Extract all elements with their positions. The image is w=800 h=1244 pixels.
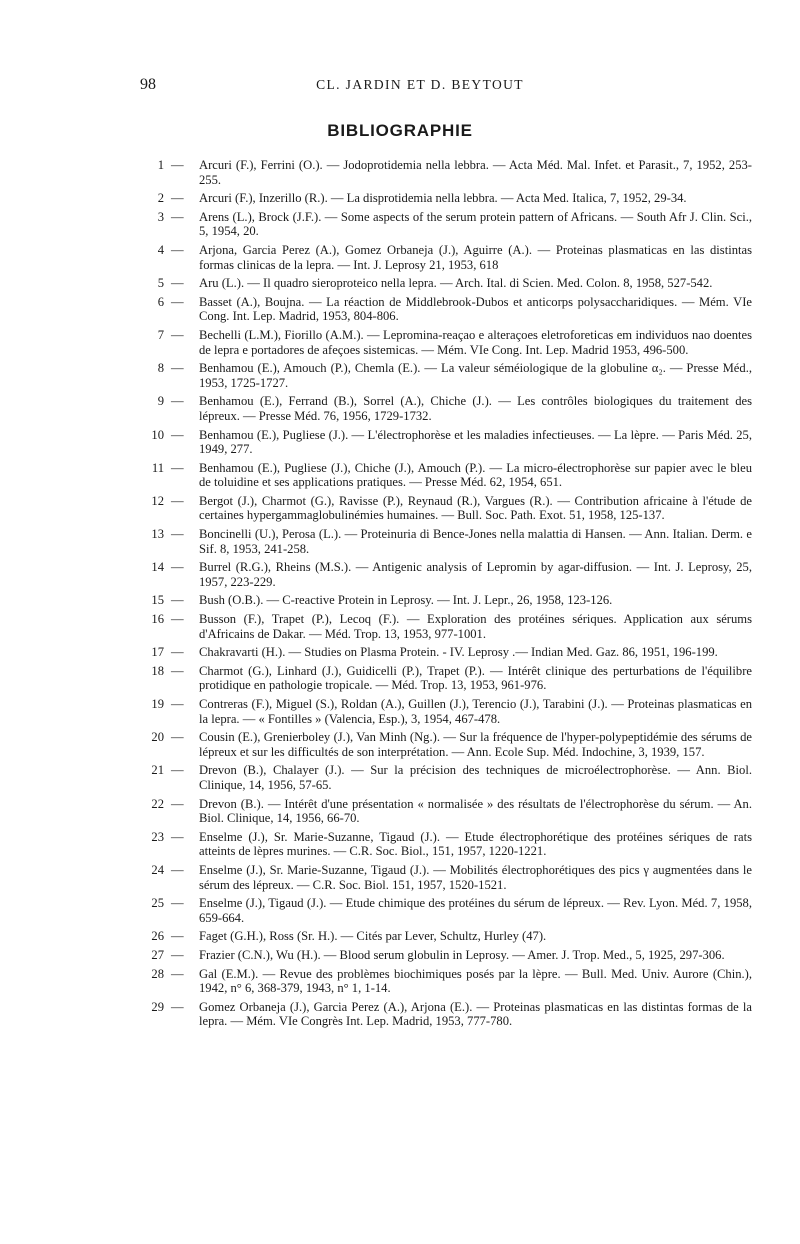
- reference-text: Drevon (B.). — Intérêt d'une présentation « normalisée » des résultats de l'électrophorèse du sérum. — An. Biol. Clinique, 14, 1956, 66-70.: [199, 796, 752, 826]
- reference-dash: —: [171, 829, 184, 844]
- reference-number: 26: [151, 929, 164, 944]
- reference-dash: —: [171, 999, 184, 1014]
- reference-number: 20: [151, 730, 164, 745]
- reference-text: Arens (L.), Brock (J.F.). — Some aspects of the serum protein pattern of Africans. — South Afr J. Clin. Sci., 5, 1954, 20.: [199, 209, 752, 239]
- reference-item: [142, 295, 752, 324]
- reference-item: [142, 158, 752, 187]
- reference-text: Enselme (J.), Sr. Marie-Suzanne, Tigaud (J.). — Mobilités électrophorétiques des pics γ augmentées dans le sérum des lépreux. — C.R. Soc. Biol. 151, 1957, 1520-1521.: [199, 862, 752, 892]
- reference-item: [142, 730, 752, 759]
- reference-item: [142, 697, 752, 726]
- reference-number: 7: [157, 327, 164, 342]
- reference-dash: —: [171, 663, 184, 678]
- reference-dash: —: [171, 493, 184, 508]
- reference-number: 29: [151, 999, 164, 1014]
- reference-number: 16: [151, 612, 164, 627]
- reference-text: Bechelli (L.M.), Fiorillo (A.M.). — Lepromina-reaçao e alteraçoes eletroforeticas em individuos nao doentes de lepra e portadores de afeçoes sistemicas. — Mém. VIe Cong. Int. Lep. Madrid 1953, 496-500.: [199, 327, 752, 357]
- reference-item: [142, 428, 752, 457]
- reference-dash: —: [171, 527, 184, 542]
- reference-item: [142, 243, 752, 272]
- reference-text: Gomez Orbaneja (J.), Garcia Perez (A.), Arjona (E.). — Proteinas plasmaticas en las distintas formas de la lepra. — Mém. VIe Congrès Int. Lep. Madrid, 1953, 777-780.: [199, 999, 752, 1029]
- reference-text: Chakravarti (H.). — Studies on Plasma Protein. - IV. Leprosy .— Indian Med. Gaz. 86, 1951, 196-199.: [199, 645, 718, 660]
- reference-number: 23: [151, 829, 164, 844]
- reference-text: Aru (L.). — Il quadro sieroproteico nella lepra. — Arch. Ital. di Scien. Med. Colon. 8, 1958, 527-542.: [199, 276, 713, 291]
- reference-dash: —: [171, 896, 184, 911]
- reference-text: Benhamou (E.), Pugliese (J.), Chiche (J.), Amouch (P.). — La micro-électrophorèse sur papier avec le bleu de toluidine et ses applications pratiques. — Presse Méd. 62, 1954, 651.: [199, 460, 752, 490]
- reference-dash: —: [171, 242, 184, 257]
- reference-number: 27: [151, 947, 164, 962]
- reference-item: [142, 896, 752, 925]
- reference-dash: —: [171, 560, 184, 575]
- reference-number: 6: [157, 294, 164, 309]
- reference-dash: —: [171, 862, 184, 877]
- reference-dash: —: [171, 294, 184, 309]
- reference-number: 18: [151, 663, 164, 678]
- reference-dash: —: [171, 645, 184, 660]
- reference-item: [142, 612, 752, 641]
- reference-item: [142, 361, 752, 390]
- reference-item: [142, 560, 752, 589]
- reference-item: [142, 929, 752, 944]
- reference-item: [142, 276, 752, 291]
- reference-text: Bush (O.B.). — C-reactive Protein in Leprosy. — Int. J. Lepr., 26, 1958, 123-126.: [199, 593, 613, 608]
- reference-text: Burrel (R.G.), Rheins (M.S.). — Antigenic analysis of Lepromin by agar-diffusion. — Int. J. Leprosy, 25, 1957, 223-229.: [199, 560, 752, 589]
- reference-number: 19: [151, 697, 164, 711]
- reference-item: [142, 967, 752, 996]
- reference-number: 13: [151, 527, 164, 542]
- reference-number: 3: [157, 209, 164, 224]
- reference-text: Arjona, Garcia Perez (A.), Gomez Orbaneja (J.), Aguirre (A.). — Proteinas plasmaticas en las distintas formas clinicas de la lepra. — Int. J. Leprosy 21, 1953, 618: [199, 242, 752, 272]
- reference-number: 2: [157, 191, 164, 206]
- reference-text: Arcuri (F.), Ferrini (O.). — Jodoprotidemia nella lebbra. — Acta Méd. Mal. Infet. et Parasit., 7, 1952, 253-255.: [199, 158, 752, 187]
- reference-item: [142, 863, 752, 892]
- reference-text: Charmot (G.), Linhard (J.), Guidicelli (P.), Trapet (P.). — Intérêt clinique des perturbations de l'équilibre protidique en pathologie tropicale. — Méd. Trop. 13, 1953, 961-976.: [199, 663, 752, 693]
- reference-dash: —: [171, 929, 184, 944]
- reference-dash: —: [171, 361, 184, 376]
- reference-item: [142, 763, 752, 792]
- reference-dash: —: [171, 276, 184, 291]
- reference-dash: —: [171, 427, 184, 442]
- reference-dash: —: [171, 209, 184, 224]
- reference-text: Enselme (J.), Sr. Marie-Suzanne, Tigaud (J.). — Etude électrophorétique des protéines sériques de rats atteints de lèpres murines. — C.R. Soc. Biol., 151, 1957, 1220-1221.: [199, 829, 752, 859]
- reference-text: Busson (F.), Trapet (P.), Lecoq (F.). — Exploration des protéines sériques. Application aux sérums d'Africains de Dakar. — Méd. Trop. 13, 1953, 977-1001.: [199, 612, 752, 641]
- reference-text: Contreras (F.), Miguel (S.), Roldan (A.), Guillen (J.), Terencio (J.), Tarabini (J.). — Proteinas plasmaticas en la lepra. — « Fontilles » (Valencia, Esp.), 3, 1954, 467-478.: [199, 697, 752, 726]
- reference-item: [142, 797, 752, 826]
- reference-dash: —: [171, 593, 184, 608]
- reference-dash: —: [171, 460, 184, 475]
- reference-number: 21: [151, 763, 164, 778]
- reference-number: 4: [157, 242, 164, 257]
- reference-number: 17: [151, 645, 164, 660]
- reference-item: [142, 394, 752, 423]
- reference-number: 14: [151, 560, 164, 575]
- reference-item: [142, 191, 752, 206]
- reference-number: 9: [157, 394, 164, 409]
- reference-item: [142, 210, 752, 239]
- reference-text: Drevon (B.), Chalayer (J.). — Sur la précision des techniques de microélectrophorèse. — Ann. Biol. Clinique, 14, 1956, 57-65.: [199, 763, 752, 792]
- reference-text: Benhamou (E.), Amouch (P.), Chemla (E.). — La valeur séméiologique de la globuline α₂. — Presse Méd., 1953, 1725-1727.: [199, 361, 752, 390]
- reference-dash: —: [171, 763, 184, 778]
- reference-dash: —: [171, 158, 184, 172]
- reference-item: [142, 948, 752, 963]
- reference-dash: —: [171, 947, 184, 962]
- reference-number: 15: [151, 593, 164, 608]
- reference-item: [142, 593, 752, 608]
- reference-dash: —: [171, 612, 184, 627]
- reference-dash: —: [171, 191, 184, 206]
- reference-list: [142, 158, 752, 1033]
- reference-dash: —: [171, 697, 184, 711]
- reference-number: 24: [151, 862, 164, 877]
- reference-item: [142, 664, 752, 693]
- reference-text: Basset (A.), Boujna. — La réaction de Middlebrook-Dubos et anticorps polysaccharidiques. — Mém. VIe Cong. Int. Lep. Madrid, 1953, 804-806.: [199, 294, 752, 324]
- reference-number: 10: [151, 427, 164, 442]
- reference-dash: —: [171, 966, 184, 981]
- reference-dash: —: [171, 327, 184, 342]
- running-head: CL. JARDIN ET D. BEYTOUT: [316, 77, 524, 92]
- section-title: BIBLIOGRAPHIE: [327, 121, 473, 140]
- reference-number: 11: [151, 460, 164, 475]
- reference-number: 8: [157, 361, 164, 376]
- reference-text: Cousin (E.), Grenierboley (J.), Van Minh (Ng.). — Sur la fréquence de l'hyper-polypeptidémie des sérums de lépreux et sur les difficultés de son interprétation. — Ann. Ecole Sup. Méd. Indochine, 3, 1939, 157.: [199, 730, 752, 759]
- reference-item: [142, 494, 752, 523]
- reference-item: [142, 527, 752, 556]
- reference-item: [142, 328, 752, 357]
- page-header: [0, 76, 800, 100]
- reference-dash: —: [171, 394, 184, 409]
- reference-text: Enselme (J.), Tigaud (J.). — Etude chimique des protéines du sérum de lépreux. — Rev. Lyon. Méd. 7, 1958, 659-664.: [199, 896, 752, 925]
- reference-text: Arcuri (F.), Inzerillo (R.). — La disprotidemia nella lebbra. — Acta Med. Italica, 7, 1952, 29-34.: [199, 191, 687, 206]
- reference-item: [142, 461, 752, 490]
- reference-item: [142, 645, 752, 660]
- reference-text: Benhamou (E.), Ferrand (B.), Sorrel (A.), Chiche (J.). — Les contrôles biologiques du traitement des lépreux. — Presse Méd. 76, 1956, 1729-1732.: [199, 394, 752, 423]
- reference-number: 5: [157, 276, 164, 291]
- reference-text: Gal (E.M.). — Revue des problèmes biochimiques posés par la lèpre. — Bull. Med. Univ. Aurore (Chin.), 1942, n° 6, 368-379, 1943, n° 1, 1-14.: [199, 966, 752, 996]
- reference-dash: —: [171, 730, 184, 745]
- reference-text: Faget (G.H.), Ross (Sr. H.). — Cités par Lever, Schultz, Hurley (47).: [199, 929, 547, 944]
- reference-number: 1: [157, 158, 164, 172]
- reference-number: 28: [151, 966, 164, 981]
- reference-number: 25: [151, 896, 164, 911]
- reference-item: [142, 1000, 752, 1029]
- reference-text: Bergot (J.), Charmot (G.), Ravisse (P.), Reynaud (R.), Vargues (R.). — Contribution africaine à l'étude de certaines hypergammaglobulinémies humaines. — Bull. Soc. Path. Exot. 51, 1958, 125-137.: [199, 493, 752, 523]
- page-number: 98: [140, 76, 156, 93]
- reference-number: 22: [151, 796, 164, 811]
- reference-item: [142, 830, 752, 859]
- reference-text: Frazier (C.N.), Wu (H.). — Blood serum globulin in Leprosy. — Amer. J. Trop. Med., 5, 1925, 297-306.: [199, 947, 725, 962]
- reference-text: Benhamou (E.), Pugliese (J.). — L'électrophorèse et les maladies infectieuses. — La lèpre. — Paris Méd. 25, 1949, 277.: [199, 427, 752, 457]
- reference-number: 12: [151, 493, 164, 508]
- reference-text: Boncinelli (U.), Perosa (L.). — Proteinuria di Bence-Jones nella malattia di Hansen. — Ann. Italian. Derm. e Sif. 8, 1953, 241-258.: [199, 527, 752, 556]
- reference-dash: —: [171, 796, 184, 811]
